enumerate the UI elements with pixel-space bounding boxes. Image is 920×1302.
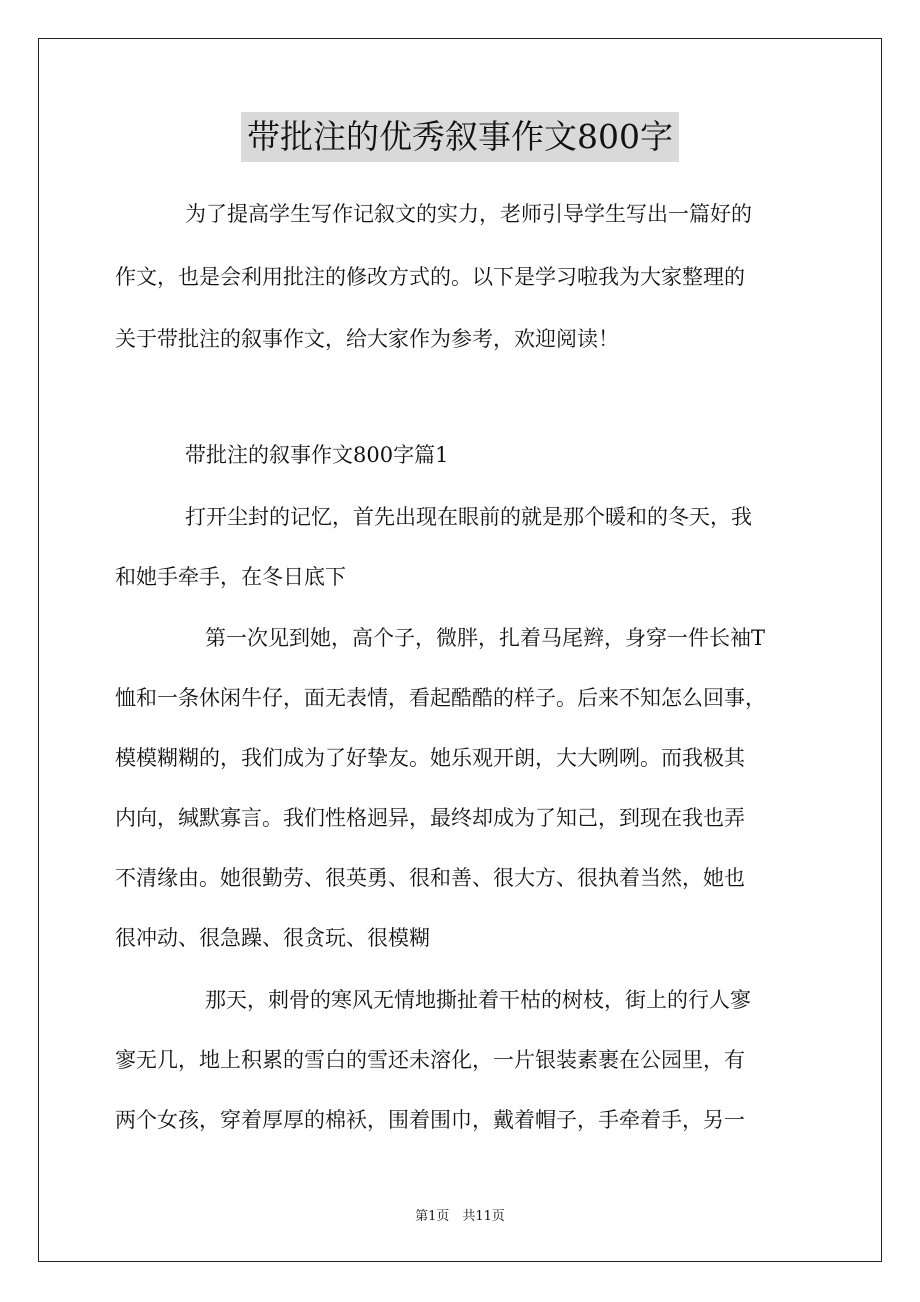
paragraph-line: 内向，缄默寡言。我们性格迥异，最终却成为了知己，到现在我也弄 [115,806,745,830]
page-number: 第1页 共11页 [415,1209,505,1224]
document-title: 带批注的优秀叙事作文800字 [241,112,679,162]
paragraph-line: 模模糊糊的，我们成为了好挚友。她乐观开朗，大大咧咧。而我极其 [115,746,745,770]
paragraph-line: 恤和一条休闲牛仔，面无表情，看起酷酷的样子。后来不知怎么回事， [115,686,766,710]
paragraph-line: 打开尘封的记忆，首先出现在眼前的就是那个暖和的冬天，我 [185,505,752,529]
paragraph-line: 作文，也是会利用批注的修改方式的。以下是学习啦我为大家整理的 [115,265,745,289]
title-container [0,112,920,162]
paragraph-line: 为了提高学生写作记叙文的实力，老师引导学生写出一篇好的 [185,202,752,226]
paragraph-line: 和她手牵手，在冬日底下 [115,565,346,589]
paragraph-line: 寥无几，地上积累的雪白的雪还未溶化，一片银装素裹在公园里，有 [115,1048,745,1072]
paragraph-line: 关于带批注的叙事作文，给大家作为参考，欢迎阅读！ [115,327,619,351]
paragraph-line: 那天，刺骨的寒风无情地撕扯着干枯的树枝，街上的行人寥 [205,988,751,1012]
paragraph-line: 很冲动、很急躁、很贪玩、很模糊 [115,926,430,950]
paragraph-line: 不清缘由。她很勤劳、很英勇、很和善、很大方、很执着当然，她也 [115,866,745,890]
paragraph-line: 第一次见到她，高个子，微胖，扎着马尾辫，身穿一件长袖T [205,626,766,650]
section-heading: 带批注的叙事作文800字篇1 [185,443,449,467]
paragraph-line: 两个女孩，穿着厚厚的棉袄，围着围巾，戴着帽子，手牵着手，另一 [115,1108,745,1132]
